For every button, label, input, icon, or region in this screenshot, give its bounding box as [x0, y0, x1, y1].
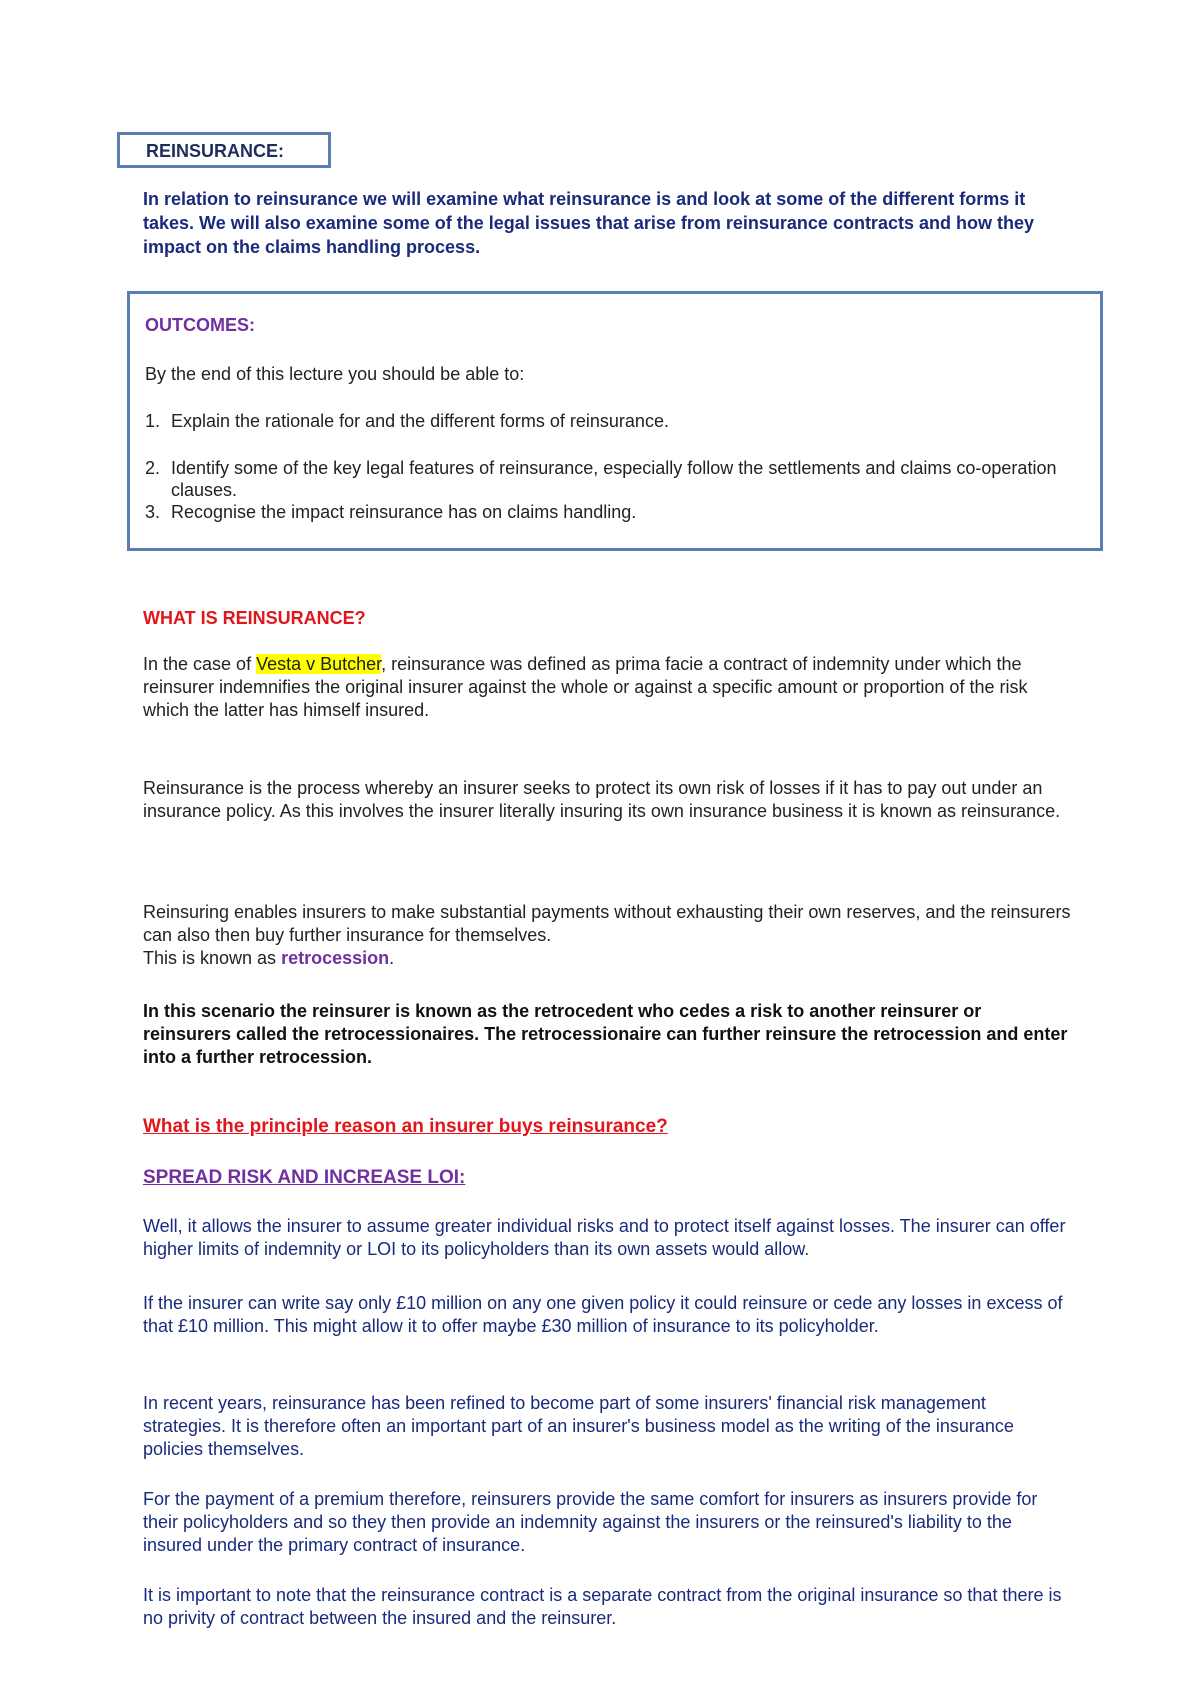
outcome-text: Identify some of the key legal features of reinsurance, especially follow the settlements and claims co-operation clauses.: [171, 458, 1057, 500]
spread-paragraph-4: For the payment of a premium therefore, reinsurers provide the same comfort for insurers as insurers provide for their policyholders and so they then provide an indemnity against the insurers or the reinsured's liability to the insured under the primary contract of insurance.: [143, 1489, 1038, 1555]
spread-heading-text: SPREAD RISK AND INCREASE LOI:: [143, 1167, 466, 1188]
outcome-item: [145, 457, 1085, 501]
p3-before: This is known as: [143, 948, 282, 968]
p3-retrocession-line: [143, 947, 1073, 970]
outcome-text: Recognise the impact reinsurance has on claims handling.: [171, 502, 637, 522]
outcomes-list: [145, 410, 1085, 523]
intro-paragraph: In relation to reinsurance we will examine what reinsurance is and look at some of the different forms it takes. We will also examine some of the legal issues that arise from reinsurance contracts and how they impact on the claims handling process.: [143, 189, 1034, 257]
question-heading: [143, 1115, 1073, 1138]
case-name-highlight: Vesta v Butcher: [256, 654, 382, 674]
spread-paragraph-5: It is important to note that the reinsurance contract is a separate contract from the original insurance so that there is no privity of contract between the insured and the reinsurer.: [143, 1585, 1062, 1628]
title-box: [117, 132, 331, 168]
p1-before: In the case of: [143, 654, 257, 674]
spread-paragraph-3: In recent years, reinsurance has been refined to become part of some insurers' financial risk management strategies. It is therefore often an important part of an insurer's business model as the writing of the insurance policies themselves.: [143, 1393, 1014, 1459]
what-is-paragraph-2: Reinsurance is the process whereby an insurer seeks to protect its own risk of losses if it has to pay out under an insurance policy. As this involves the insurer literally insuring its own insurance business it is known as reinsurance.: [143, 778, 1061, 821]
p1-after: , reinsurance was defined as prima facie a contract of indemnity under which the reinsurer indemnifies the original insurer against the whole or against a specific amount or proportion of the risk which the latter has himself insured.: [143, 654, 1028, 720]
what-is-paragraph-4: In this scenario the reinsurer is known as the retrocedent who cedes a risk to another reinsurer or reinsurers called the retrocessionaires. The retrocessionaire can further reinsure the retrocession and enter into a further retrocession.: [143, 1001, 1068, 1067]
spread-paragraph-1: Well, it allows the insurer to assume greater individual risks and to protect itself against losses. The insurer can offer higher limits of indemnity or LOI to its policyholders than its own assets would allow.: [143, 1216, 1066, 1259]
p3-after: .: [389, 948, 395, 968]
question-text: What is the principle reason an insurer buys reinsurance?: [143, 1116, 668, 1137]
p3-line: Reinsuring enables insurers to make substantial payments without exhausting their own reserves, and the reinsurers can also then buy further insurance for themselves.: [143, 902, 1071, 945]
document-title: REINSURANCE:: [146, 141, 285, 161]
what-is-paragraph-3: [143, 901, 1073, 970]
what-is-paragraph-1: [143, 653, 1073, 722]
outcomes-box: [127, 291, 1103, 551]
spread-heading: [143, 1166, 1073, 1189]
outcomes-heading: OUTCOMES:: [145, 315, 255, 335]
outcome-number: 3.: [145, 502, 161, 522]
outcome-item: [145, 410, 1085, 432]
outcome-number: 1.: [145, 411, 161, 431]
retrocession-term: retrocession: [281, 948, 390, 968]
outcomes-lead: By the end of this lecture you should be able to:: [145, 364, 525, 384]
outcome-number: 2.: [145, 458, 161, 478]
what-is-heading: WHAT IS REINSURANCE?: [143, 608, 366, 628]
spread-paragraph-2: If the insurer can write say only £10 million on any one given policy it could reinsure or cede any losses in excess of that £10 million. This might allow it to offer maybe £30 million of insurance to its policyholder.: [143, 1293, 1063, 1336]
outcome-item: [145, 501, 1085, 523]
outcome-text: Explain the rationale for and the different forms of reinsurance.: [171, 411, 669, 431]
